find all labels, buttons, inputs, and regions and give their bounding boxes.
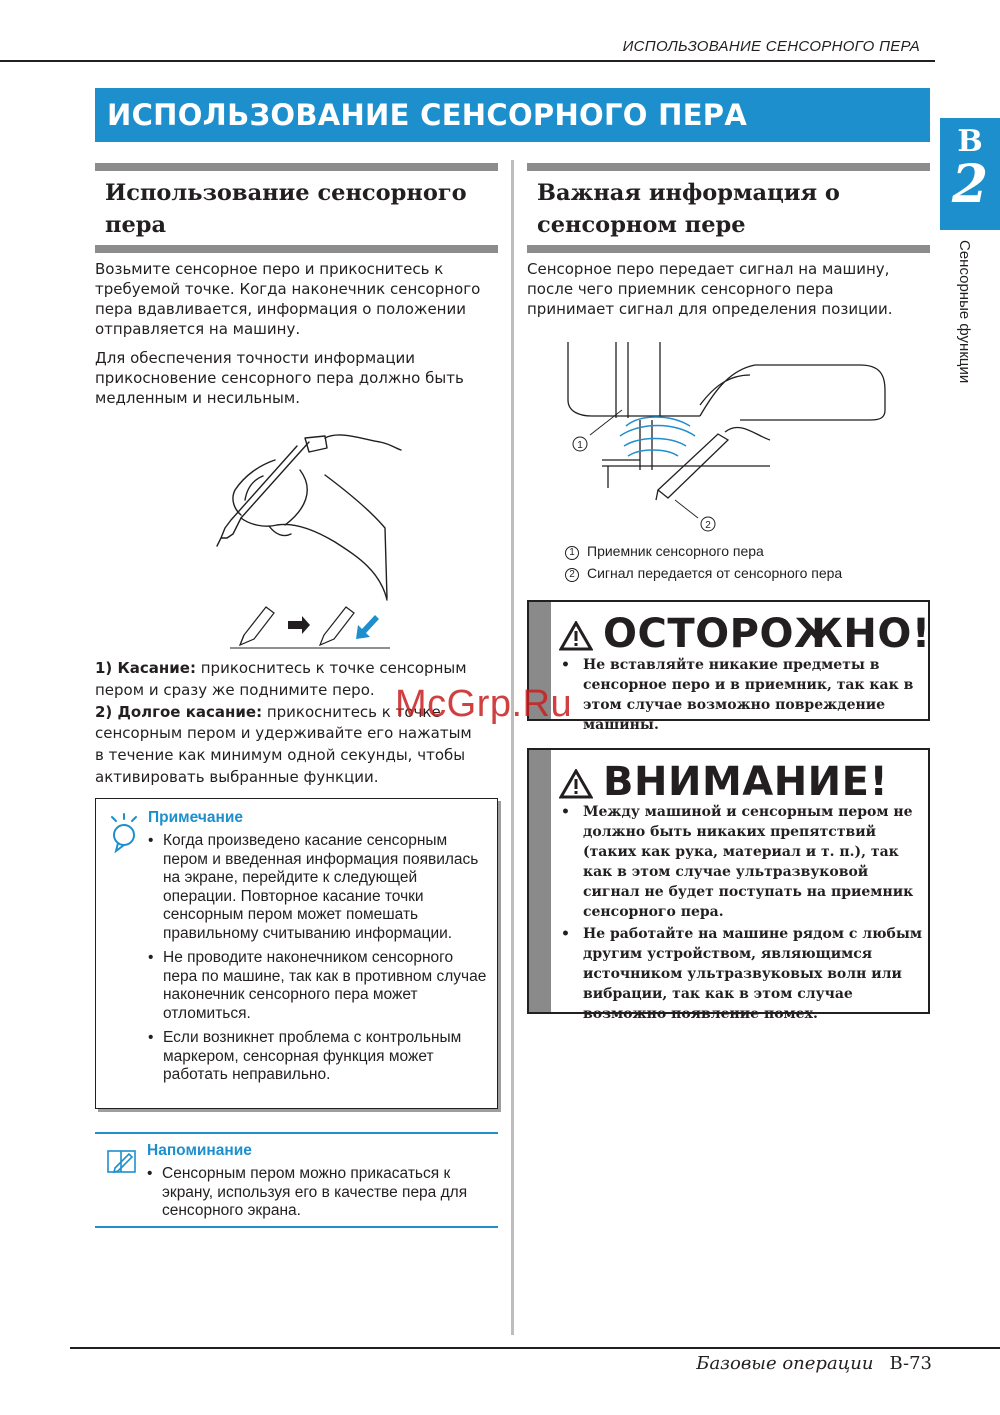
legend-item-2 [565,565,842,582]
reminder-list [147,1165,487,1227]
step-long-tap-text: сенсорным пером и удерживайте его нажатым [95,724,472,743]
caution-item: • Не вставляйте никакие предметы в сенсорное перо и в приемник, так как в этом случае возможно повреждение машины. [559,655,922,735]
left-subheading-line2: пера [105,212,167,238]
text-line: пера вдавливается, информация о положении [95,300,466,318]
chapter-letter: B [957,124,983,159]
note-list [148,832,488,1091]
text-line: прикосновение сенсорного пера должно быть [95,369,464,387]
callout-2-label: 2 [705,520,711,531]
text-line: Сенсорное перо передает сигнал на машину, [527,260,890,278]
left-subheading-line1: Использование сенсорного [105,180,467,206]
hand-holding-pen-illustration [205,430,405,605]
warning-triangle-icon [559,769,593,799]
page-footer [696,1353,932,1374]
note-item: • Когда произведено касание сенсорным пером и введенная информация появилась на экране, перейдите к следующей операции. Повторное касание точки сенсорным пером может помешать правильному считыванию информации. [148,832,488,943]
left-subheading [95,163,498,253]
note-item: • Если возникнет проблема с контрольным маркером, сенсорная функция может работать неправильно. [148,1029,488,1085]
header-rule [0,60,935,62]
caution-list [559,655,922,737]
footer-rule [70,1347,1000,1349]
step-long-tap-label: 2) Долгое касание: [95,702,263,721]
watermark: McGrp.Ru [395,683,573,725]
text-line: принимает сигнал для определения позиции. [527,300,893,318]
step-tap-text: пером и сразу же поднимите перо. [95,680,375,699]
section-title: ИСПОЛЬЗОВАНИЕ СЕНСОРНОГО ПЕРА [95,88,930,142]
tap-gesture-diagram [230,605,390,655]
note-item: • Не проводите наконечником сенсорного пера по машине, так как в противном случае наконечник сенсорного пера может отломиться. [148,949,488,1023]
text-line: медленным и несильным. [95,389,300,407]
right-subheading-line1: Важная информация о [537,180,840,206]
step-long-tap-text: в течение как минимум одной секунды, чтобы [95,746,466,765]
right-intro-paragraph [527,259,893,319]
reminder-title: Напоминание [147,1142,252,1159]
text-line: Возьмите сенсорное перо и прикоснитесь к [95,260,444,278]
warning-list [559,802,922,1026]
legend-number-2: 2 [565,568,579,582]
left-accuracy-paragraph [95,348,464,408]
left-intro-paragraph [95,259,480,339]
note-box [95,798,498,1109]
chapter-side-label: Сенсорные функции [956,240,973,384]
step-long-tap-text: прикоснитесь к точке [262,702,441,721]
warning-box [527,748,930,1022]
callout-1 [573,437,587,451]
step-tap-label: 1) Касание: [95,659,196,677]
footer-title: Базовые операции [696,1353,874,1374]
warning-title-text: ВНИМАНИЕ! [603,759,889,805]
note-title: Примечание [148,809,243,826]
step-long-tap-text: активировать выбранные функции. [95,767,379,786]
warning-item: • Не работайте на машине рядом с любым другим устройством, являющимся источником ультразвуковых волн или вибрации, так как в этом случае возможно появление помех. [559,924,922,1024]
page-number: B-73 [889,1353,932,1374]
reminder-pencil-icon [107,1148,137,1174]
chapter-number: 2 [951,154,989,215]
warning-item: • Между машиной и сенсорным пером не должно быть никаких препятствий (таких как рука, материал и т. п.), так как в этом случае ультразвуковой сигнал не будет поступать на приемник сенсорного пера. [559,802,922,922]
running-header: ИСПОЛЬЗОВАНИЕ СЕНСОРНОГО ПЕРА [622,38,920,55]
step-tap-text: прикоснитесь к точке сенсорным [195,659,467,677]
text-line: Для обеспечения точности информации [95,349,416,367]
warning-title [559,760,888,804]
reminder-box [95,1132,498,1228]
machine-receiver-illustration [540,340,900,540]
chapter-tab [940,118,1000,230]
warning-triangle-icon [559,621,593,651]
legend-text-2: Сигнал передается от сенсорного пера [587,565,843,581]
text-line: требуемой точке. Когда наконечник сенсорного [95,280,481,298]
callout-2 [701,517,715,531]
column-divider [511,160,514,1335]
right-subheading [527,163,930,253]
legend-text-1: Приемник сенсорного пера [587,543,764,559]
caution-box [527,600,931,733]
note-lightbulb-icon [108,813,140,853]
right-subheading-line2: сенсорном пере [537,212,746,238]
legend-item-1 [565,543,764,560]
text-line: после чего приемник сенсорного пера [527,280,834,298]
caution-title-text: ОСТОРОЖНО! [603,611,931,657]
text-line: отправляется на машину. [95,320,301,338]
caution-title [559,612,931,656]
reminder-item: • Сенсорным пером можно прикасаться к экрану, используя его в качестве пера для сенсорного экрана. [147,1165,487,1221]
callout-1-label: 1 [577,440,583,451]
step-tap [95,658,472,680]
legend-number-1: 1 [565,546,579,560]
warning-side-bar [529,750,551,1012]
arrow-right-icon [288,616,310,634]
press-arrow-icon [356,615,379,639]
